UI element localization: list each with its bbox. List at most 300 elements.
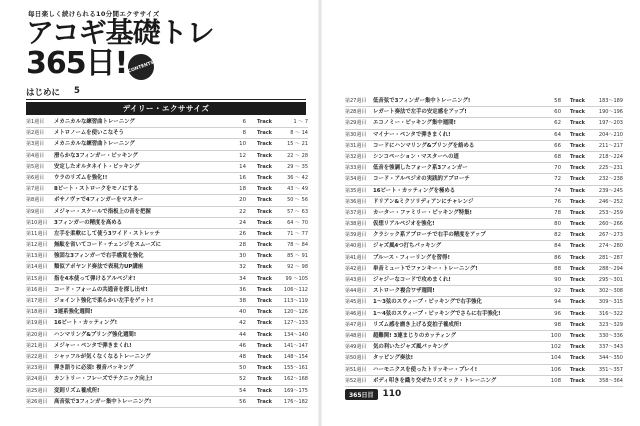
topic-title: メジャー・ペンタで弾きまくれ! [54, 342, 132, 349]
week-label: 第43週目 [345, 277, 367, 283]
week-label: 第32週目 [345, 153, 367, 160]
page-ref: 92 [554, 288, 561, 295]
topic-title: 3フィンガーの精度を高める [54, 219, 123, 226]
book-title-line2: 365日! [26, 46, 128, 81]
track-label: Track [257, 365, 272, 372]
track-label: Track [257, 298, 272, 304]
topic-title: ジョイント強化で柔らかい左手をゲット! [54, 298, 154, 304]
toc-row[interactable] [345, 297, 623, 308]
week-label: 第21週目 [26, 342, 48, 349]
page-ref: 46 [239, 342, 246, 349]
week-label: 第1週目 [26, 119, 45, 125]
page-ref: 28 [239, 242, 246, 249]
toc-row[interactable] [345, 208, 623, 219]
track-label: Track [570, 254, 585, 261]
track-label: Track [570, 277, 585, 283]
track-range: 50 ～ 56 [287, 197, 308, 204]
topic-title: ウラのリズムを強化!! [54, 174, 108, 181]
page-ref: 30 [239, 253, 246, 260]
week-label: 第7週目 [26, 186, 45, 193]
track-range: 330～336 [598, 332, 623, 339]
toc-row[interactable] [345, 152, 623, 163]
track-range: 92 ～ 98 [287, 264, 308, 271]
toc-row[interactable] [26, 117, 308, 128]
toc-row[interactable] [26, 251, 308, 262]
toc-row[interactable] [345, 118, 623, 129]
week-label: 第33週目 [345, 165, 367, 172]
track-range: 22 ～ 28 [287, 152, 308, 159]
page-ref: 24 [239, 219, 246, 226]
toc-row[interactable] [345, 163, 623, 174]
toc-row[interactable] [26, 139, 308, 150]
toc-row[interactable] [345, 365, 623, 376]
toc-row[interactable] [345, 309, 623, 320]
toc-row[interactable] [26, 218, 308, 229]
topic-title: 1～3弦のスウィープ・ピッキングで右手強化 [373, 299, 482, 306]
intro-label: はじめに [26, 88, 61, 98]
toc-row[interactable] [345, 275, 623, 286]
toc-row[interactable] [26, 195, 308, 206]
page-ref: 32 [239, 264, 246, 271]
track-label: Track [257, 387, 272, 394]
track-range: 246～252 [598, 198, 623, 205]
track-range: 36 ～ 42 [287, 174, 308, 181]
page-ref: 86 [554, 254, 561, 261]
track-range: 176～182 [283, 398, 308, 405]
toc-row[interactable] [345, 230, 623, 241]
toc-row[interactable] [345, 174, 623, 185]
week-label: 第51週目 [345, 366, 367, 373]
track-range: 183～189 [598, 98, 623, 104]
topic-title: 指を4本使って弾けるアルペジオ! [54, 275, 136, 282]
track-label: Track [257, 152, 272, 159]
page-ref: 8 [242, 130, 246, 137]
topic-title: 安定したオルタネイト・ピッキング [54, 163, 140, 170]
toc-row[interactable] [26, 274, 308, 285]
topic-title: シャッフルが気くなくなるトレーニング [54, 353, 151, 360]
track-range: 134～140 [283, 331, 308, 338]
track-label: Track [257, 230, 272, 237]
track-range: 78 ～ 84 [287, 242, 308, 249]
page-ref: 20 [239, 197, 246, 204]
page-ref: 70 [554, 165, 561, 172]
toc-row[interactable] [26, 341, 308, 352]
folio [345, 388, 401, 400]
track-range: 64 ～ 70 [287, 219, 308, 226]
page-ref: 6 [242, 119, 246, 125]
track-range: 106～112 [283, 286, 308, 293]
week-label: 第52週目 [345, 377, 367, 384]
week-label: 第45週目 [345, 299, 367, 306]
week-label: 第29週目 [345, 120, 367, 127]
page-ref: 26 [239, 230, 246, 237]
toc-row[interactable] [345, 197, 623, 208]
week-label: 第42週目 [345, 265, 367, 272]
track-label: Track [570, 209, 585, 216]
toc-row[interactable] [26, 330, 308, 341]
track-label: Track [257, 286, 272, 293]
week-label: 第3週目 [26, 141, 45, 148]
track-range: 162～168 [283, 376, 308, 383]
page-ref: 52 [239, 376, 246, 383]
toc-row[interactable] [26, 229, 308, 240]
track-label: Track [570, 232, 585, 239]
track-label: Track [257, 320, 272, 327]
page-ref: 56 [239, 398, 246, 405]
week-label: 第15週目 [26, 275, 48, 282]
track-label: Track [570, 109, 585, 116]
toc-row[interactable] [26, 207, 308, 218]
track-label: Track [257, 119, 272, 125]
book-title-line1: アコギ基礎トレ [26, 16, 214, 49]
series-label: 365日目 [345, 389, 378, 400]
toc-row[interactable] [26, 128, 308, 139]
track-label: Track [570, 321, 585, 328]
page-ref: 74 [554, 187, 561, 194]
contents-list-left [26, 117, 308, 408]
toc-row[interactable] [26, 352, 308, 363]
toc-row[interactable] [26, 386, 308, 397]
week-label: 第36週目 [345, 198, 367, 205]
page-ref: 72 [554, 176, 561, 183]
page-ref: 18 [239, 186, 246, 193]
track-label: Track [257, 264, 272, 271]
topic-title: クラシック系アプローチで右手の精度をアップ [373, 232, 486, 239]
track-label: Track [570, 153, 585, 160]
page-ref: 36 [239, 286, 246, 293]
track-label: Track [257, 130, 272, 137]
toc-row[interactable] [345, 130, 623, 141]
toc-row[interactable] [345, 342, 623, 353]
page-ref: 98 [554, 321, 561, 328]
track-range: 190～196 [598, 109, 623, 116]
track-range: 309～315 [598, 299, 623, 306]
track-range: 120～126 [283, 309, 308, 316]
topic-title: 高音弦で3フィンガー集中トレーニング! [54, 398, 152, 405]
topic-title: メカニカルな練習曲トレーニング [54, 141, 135, 148]
topic-title: コード・アルペジオの実践的アプローチ [373, 176, 470, 183]
page-ref: 50 [239, 365, 246, 372]
topic-title: メトロノームを使いこなそう [54, 130, 124, 137]
page-ref: 66 [554, 142, 561, 149]
track-range: 337～343 [598, 344, 623, 351]
topic-title: リズム感を磨き上げる変拍子養成所! [373, 321, 462, 328]
toc-row[interactable] [345, 286, 623, 297]
topic-title: ボサノヴァで4フィンガーをマスター [54, 197, 144, 204]
track-range: 239～245 [598, 187, 623, 194]
page-ref: 40 [239, 309, 246, 316]
track-label: Track [570, 310, 585, 317]
page-ref: 68 [554, 153, 561, 160]
track-label: Track [257, 242, 272, 249]
topic-title: カントリー・フレーズでテクニック向上! [54, 376, 153, 383]
topic-title: 1～4弦のスウィープ・ピッキングでさらに右手強化! [373, 310, 501, 317]
week-label: 第49週目 [345, 344, 367, 351]
track-label: Track [570, 344, 585, 351]
track-range: 99 ～105 [285, 275, 308, 282]
page-ref: 102 [550, 344, 561, 351]
toc-row[interactable] [26, 240, 308, 251]
page-ref: 88 [554, 265, 561, 272]
topic-title: マイナー・ペンタで弾きまくれ! [373, 131, 451, 138]
topic-title: ハーモニクスを使ったトリッキー・プレイ! [373, 366, 478, 373]
page-ref: 48 [239, 353, 246, 360]
track-label: Track [257, 253, 272, 260]
toc-row[interactable] [345, 219, 623, 230]
topic-title: ブルース・フィーリングを習得! [373, 254, 450, 261]
track-range: 127～133 [283, 320, 308, 327]
page-ref: 104 [550, 355, 561, 362]
track-range: 253～259 [598, 209, 623, 216]
toc-row[interactable] [26, 184, 308, 195]
track-label: Track [570, 165, 585, 172]
topic-title: シンコペーション・マスターへの道 [373, 153, 459, 160]
week-label: 第22週目 [26, 353, 48, 360]
track-range: 141～147 [283, 342, 308, 349]
intro-page: 5 [74, 86, 80, 96]
week-label: 第13週目 [26, 253, 48, 260]
track-label: Track [257, 197, 272, 204]
track-range: 113～119 [283, 298, 308, 304]
track-label: Track [257, 275, 272, 282]
track-range: 43 ～ 49 [287, 186, 308, 193]
toc-row[interactable] [26, 363, 308, 374]
track-label: Track [257, 163, 272, 170]
track-label: Track [257, 342, 272, 349]
track-range: 211～217 [598, 142, 623, 149]
topic-title: コード・フォームの共通音を探し出せ! [54, 286, 148, 293]
track-range: 15 ～ 21 [287, 141, 308, 148]
topic-title: 8ビート・ストロークをモノにする [54, 186, 139, 193]
track-label: Track [570, 288, 585, 295]
toc-row[interactable] [26, 162, 308, 173]
topic-title: 無駄を省いてコード・チェンジをスムーズに [54, 242, 161, 249]
topic-title: メカニカルな練習曲トレーニング [54, 119, 135, 125]
week-label: 第31週目 [345, 142, 367, 149]
topic-title: メジャー・スケールで指板上の音を把握 [54, 208, 151, 215]
track-range: 218～224 [598, 153, 623, 160]
toc-row[interactable] [345, 141, 623, 152]
toc-row[interactable] [26, 397, 308, 408]
contents-list-right [345, 96, 623, 387]
toc-row[interactable] [345, 107, 623, 118]
week-label: 第28週目 [345, 109, 367, 116]
page-ref: 76 [554, 198, 561, 205]
topic-title: 単音ミュートでファンキー・トレーニング! [373, 265, 478, 272]
topic-title: 16ビート・カッティング! [54, 320, 118, 327]
track-range: 71 ～ 77 [287, 230, 308, 237]
track-range: 29 ～ 35 [287, 163, 308, 170]
topic-title: 滑らかな3フィンガー・ピッキング [54, 152, 138, 159]
page-ref: 58 [554, 98, 561, 104]
week-label: 第46週目 [345, 310, 367, 317]
toc-row[interactable] [26, 307, 308, 318]
week-label: 第6週目 [26, 174, 45, 181]
topic-title: 16ビート・カッティングを極める [373, 187, 456, 194]
week-label: 第23週目 [26, 365, 48, 372]
topic-title: ストローク複合ワザ週間! [373, 288, 435, 295]
track-label: Track [570, 187, 585, 194]
page-ref: 60 [554, 109, 561, 116]
week-label: 第4週目 [26, 152, 45, 159]
week-label: 第39週目 [345, 232, 367, 239]
track-label: Track [257, 398, 272, 405]
track-label: Track [570, 98, 585, 104]
week-label: 第5週目 [26, 163, 45, 170]
week-label: 第37週目 [345, 209, 367, 216]
track-range: 358～364 [598, 377, 623, 384]
page-ref: 94 [554, 299, 561, 306]
track-range: 344～350 [598, 355, 623, 362]
week-label: 第48週目 [345, 332, 367, 339]
track-range: 169～175 [283, 387, 308, 394]
track-range: 351～357 [598, 366, 623, 373]
track-label: Track [570, 198, 585, 205]
topic-title: ハンマリング&プリング強化週間! [54, 331, 137, 338]
toc-row[interactable] [345, 186, 623, 197]
track-range: 155～161 [283, 365, 308, 372]
track-label: Track [257, 186, 272, 193]
topic-title: コードにハンマリング&プリングを絡める [373, 142, 475, 149]
week-label: 第9週目 [26, 208, 45, 215]
page-ref: 84 [554, 243, 561, 250]
topic-title: ジャズ風4つ打ちパッキング [373, 243, 442, 250]
track-range: 204～210 [598, 131, 623, 138]
week-label: 第47週目 [345, 321, 367, 328]
page-ref: 64 [554, 131, 561, 138]
week-label: 第8週目 [26, 197, 45, 204]
week-label: 第34週目 [345, 176, 367, 183]
track-range: 1 ～ 7 [293, 119, 308, 125]
track-label: Track [570, 299, 585, 306]
page-ref: 108 [550, 377, 561, 384]
track-label: Track [257, 174, 272, 181]
toc-row[interactable] [26, 151, 308, 162]
track-label: Track [257, 309, 272, 316]
track-label: Track [570, 131, 585, 138]
track-label: Track [570, 366, 585, 373]
track-label: Track [570, 120, 585, 127]
track-range: 288～294 [598, 265, 623, 272]
week-label: 第19週目 [26, 320, 48, 327]
track-label: Track [257, 376, 272, 383]
track-range: 57 ～ 63 [287, 208, 308, 215]
contents-badge: CONTENTS [124, 50, 157, 83]
topic-title: 類似アポヤンド奏法で表現力UP講座 [54, 264, 144, 271]
track-label: Track [570, 243, 585, 250]
week-label: 第11週目 [26, 230, 48, 237]
topic-title: 気の利いたジャズ風パッキング [373, 344, 449, 351]
topic-title: 超難関! 3連まじりのカッティング [373, 332, 456, 339]
week-label: 第24週目 [26, 376, 48, 383]
intro-entry[interactable] [26, 86, 306, 100]
page-ref: 14 [239, 163, 246, 170]
track-range: 232～238 [598, 176, 623, 183]
week-label: 第17週目 [26, 298, 48, 304]
week-label: 第12週目 [26, 242, 48, 249]
track-label: Track [257, 219, 272, 226]
topic-title: エコノミー・ピッキング集中週間! [373, 120, 456, 127]
section-heading: デイリー・エクササイズ [26, 102, 306, 115]
track-label: Track [257, 331, 272, 338]
track-range: 316～322 [598, 310, 623, 317]
toc-row[interactable] [26, 374, 308, 385]
toc-row[interactable] [345, 320, 623, 331]
toc-row[interactable] [26, 318, 308, 329]
week-label: 第26週目 [26, 398, 48, 405]
week-label: 第41週目 [345, 254, 367, 261]
week-label: 第27週目 [345, 98, 367, 104]
page-ref: 44 [239, 331, 246, 338]
track-label: Track [570, 221, 585, 228]
page-ref: 96 [554, 310, 561, 317]
track-label: Track [570, 142, 585, 149]
topic-title: ジャジーなコードで攻めまくれ! [373, 277, 451, 283]
track-label: Track [257, 353, 272, 360]
week-label: 第16週目 [26, 286, 48, 293]
topic-title: タッピング奏法! [373, 355, 414, 362]
track-label: Track [570, 355, 585, 362]
toc-row[interactable] [345, 353, 623, 364]
track-label: Track [570, 176, 585, 183]
page-gutter [318, 0, 322, 426]
topic-title: 低音を強調したフォーク系3フィンガー [373, 165, 468, 172]
page-ref: 100 [550, 332, 561, 339]
toc-row[interactable] [26, 173, 308, 184]
track-label: Track [257, 208, 272, 215]
topic-title: ボディ叩きを織り交ぜたリズミック・トレーニング [373, 377, 497, 384]
toc-row[interactable] [26, 296, 308, 307]
topic-title: 仮想リアルペジオを強化! [373, 221, 435, 228]
toc-row[interactable] [26, 262, 308, 273]
topic-title: 強固な3フィンガーで右手感覚を強化 [54, 253, 144, 260]
week-label: 第20週目 [26, 331, 48, 338]
topic-title: 弾き語りに必須! 複音パッキング [54, 365, 134, 372]
toc-row[interactable] [345, 96, 623, 107]
topic-title: 3連系強化週間! [54, 309, 93, 316]
toc-row[interactable] [345, 264, 623, 275]
toc-row[interactable] [345, 376, 623, 387]
topic-title: カーター・ファミリー・ピッキング特集! [373, 209, 473, 216]
track-label: Track [570, 377, 585, 384]
track-range: 302～308 [598, 288, 623, 295]
toc-row[interactable] [345, 331, 623, 342]
track-range: 323～329 [598, 321, 623, 328]
topic-title: 低音弦で3フィンガー集中トレーニング! [373, 98, 471, 104]
page-ref: 10 [239, 141, 246, 148]
page-ref: 62 [554, 120, 561, 127]
week-label: 第10週目 [26, 219, 48, 226]
page-ref: 54 [239, 387, 246, 394]
topic-title: ドリアン&ミクソリディアンにチャレンジ [373, 198, 474, 205]
page-ref: 38 [239, 298, 246, 304]
toc-row[interactable] [345, 241, 623, 252]
week-label: 第30週目 [345, 131, 367, 138]
page-number: 110 [382, 389, 402, 399]
week-label: 第14週目 [26, 264, 48, 271]
track-range: 295～301 [598, 277, 623, 283]
track-range: 267～273 [598, 232, 623, 239]
track-label: Track [257, 141, 272, 148]
track-range: 197～203 [598, 120, 623, 127]
week-label: 第44週目 [345, 288, 367, 295]
toc-row[interactable] [26, 285, 308, 296]
track-range: 281～287 [598, 254, 623, 261]
page-ref: 16 [239, 174, 246, 181]
page-ref: 80 [554, 221, 561, 228]
toc-row[interactable] [345, 253, 623, 264]
week-label: 第2週目 [26, 130, 45, 137]
